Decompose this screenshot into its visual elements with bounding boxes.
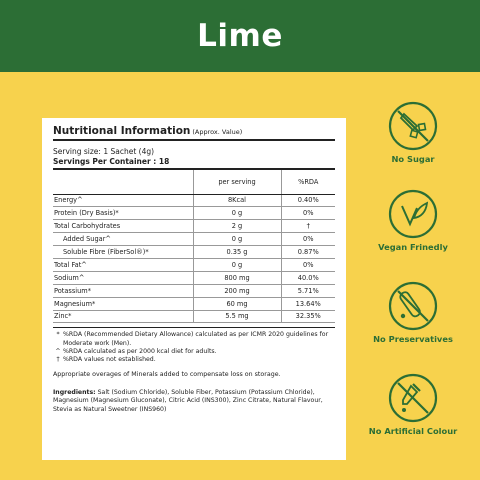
- nutrient-name: Energy^: [53, 194, 193, 207]
- overages-note: Appropriate overages of Minerals added to compensate loss on storage.: [53, 371, 281, 379]
- table-header-row: [53, 170, 335, 194]
- nutrient-name: Total Carbohydrates: [53, 220, 193, 233]
- approx-note: (Approx. Value): [192, 128, 243, 136]
- nutrient-value: 0 g: [193, 233, 281, 246]
- header-cell-per-serving: per serving: [193, 170, 281, 194]
- table-row: [53, 194, 335, 207]
- serving-size: Serving size: 1 Sachet (4g): [53, 147, 155, 156]
- ingredients-text: Salt (Sodium Chloride), Soluble Fiber, Potassium (Potassium Chloride), Magnesium (Magnesium Gluconate), Citric Acid (INS300), Zinc Citrate, Natural Flavour, Stevia as Natural Sweetner (INS960): [53, 388, 323, 413]
- nutrient-name: Potassium*: [53, 284, 193, 297]
- badge-label: Vegan Frinedly: [378, 242, 448, 252]
- footnote-mark: *: [56, 331, 60, 339]
- nutrient-value: 0.35 g: [193, 246, 281, 259]
- vegan-leaf-icon: [387, 188, 439, 240]
- footnote-text: %RDA calculated as per 2000 kcal diet for adults.: [63, 347, 217, 355]
- nutrient-name: Zinc*: [53, 310, 193, 323]
- nutrition-panel: [42, 118, 346, 460]
- nutrient-name: Added Sugar^: [53, 233, 193, 246]
- nutrient-name: Protein (Dry Basis)*: [53, 207, 193, 220]
- footnote-text: %RDA values not established.: [63, 356, 156, 364]
- badge-label: No Sugar: [391, 154, 435, 164]
- table-row: [53, 271, 335, 284]
- nutrient-rda: 0%: [281, 258, 335, 271]
- panel-title-row: [53, 125, 335, 141]
- table-row: [53, 246, 335, 259]
- badge-vegan: [366, 188, 460, 252]
- badge-label: No Artificial Colour: [368, 426, 458, 436]
- nutrient-rda: 32.35%: [281, 310, 335, 323]
- nutrient-name: Magnesium*: [53, 297, 193, 310]
- ingredients-label: Ingredients:: [53, 388, 96, 396]
- table-row: [53, 297, 335, 310]
- nutrient-rda: 0%: [281, 233, 335, 246]
- badge-no-artificial-colour: [366, 372, 460, 436]
- footnote-mark: ^: [55, 347, 61, 355]
- badge-no-preservatives: [366, 280, 460, 344]
- nutrient-value: 0 g: [193, 258, 281, 271]
- footnote: [53, 331, 335, 347]
- nutrient-value: 2 g: [193, 220, 281, 233]
- table-row: [53, 233, 335, 246]
- servings-per-container: Servings Per Container : 18: [53, 157, 170, 166]
- nutrient-value: 200 mg: [193, 284, 281, 297]
- nutrition-table: [53, 170, 335, 323]
- no-artificial-colour-icon: [387, 372, 439, 424]
- footnote: [53, 348, 335, 356]
- nutrient-rda: 0.40%: [281, 194, 335, 207]
- no-preservatives-icon: [387, 280, 439, 332]
- footnote: [53, 356, 335, 364]
- nutrient-rda: 0%: [281, 207, 335, 220]
- footnote-text: %RDA (Recommended Dietary Allowance) calculated as per ICMR 2020 guidelines for Moderate work (Men).: [63, 331, 329, 347]
- nutrient-rda: 13.64%: [281, 297, 335, 310]
- no-sugar-icon: [387, 100, 439, 152]
- nutrient-value: 800 mg: [193, 271, 281, 284]
- header-cell-name: [53, 170, 193, 194]
- page-title: Lime: [197, 18, 283, 54]
- table-row: [53, 310, 335, 323]
- footnotes: [53, 327, 335, 364]
- table-row: [53, 258, 335, 271]
- nutrient-value: 0 g: [193, 207, 281, 220]
- badge-label: No Preservatives: [373, 334, 453, 344]
- nutrient-rda: 0.87%: [281, 246, 335, 259]
- nutrient-rda: 5.71%: [281, 284, 335, 297]
- header-cell-rda: %RDA: [281, 170, 335, 194]
- nutrient-value: 60 mg: [193, 297, 281, 310]
- nutrient-name: Sodium^: [53, 271, 193, 284]
- nutrient-name: Total Fat^: [53, 258, 193, 271]
- table-row: [53, 220, 335, 233]
- badge-no-sugar: [366, 100, 460, 164]
- ingredients: [53, 389, 335, 414]
- nutrient-rda: †: [281, 220, 335, 233]
- nutrient-rda: 40.0%: [281, 271, 335, 284]
- nutrient-value: 8Kcal: [193, 194, 281, 207]
- nutrient-name: Soluble Fibre (FiberSol®)*: [53, 246, 193, 259]
- nutrient-value: 5.5 mg: [193, 310, 281, 323]
- table-row: [53, 207, 335, 220]
- header-bar: [0, 0, 480, 72]
- footnote-mark: †: [56, 356, 60, 364]
- panel-title: Nutritional Information: [53, 125, 191, 137]
- table-row: [53, 284, 335, 297]
